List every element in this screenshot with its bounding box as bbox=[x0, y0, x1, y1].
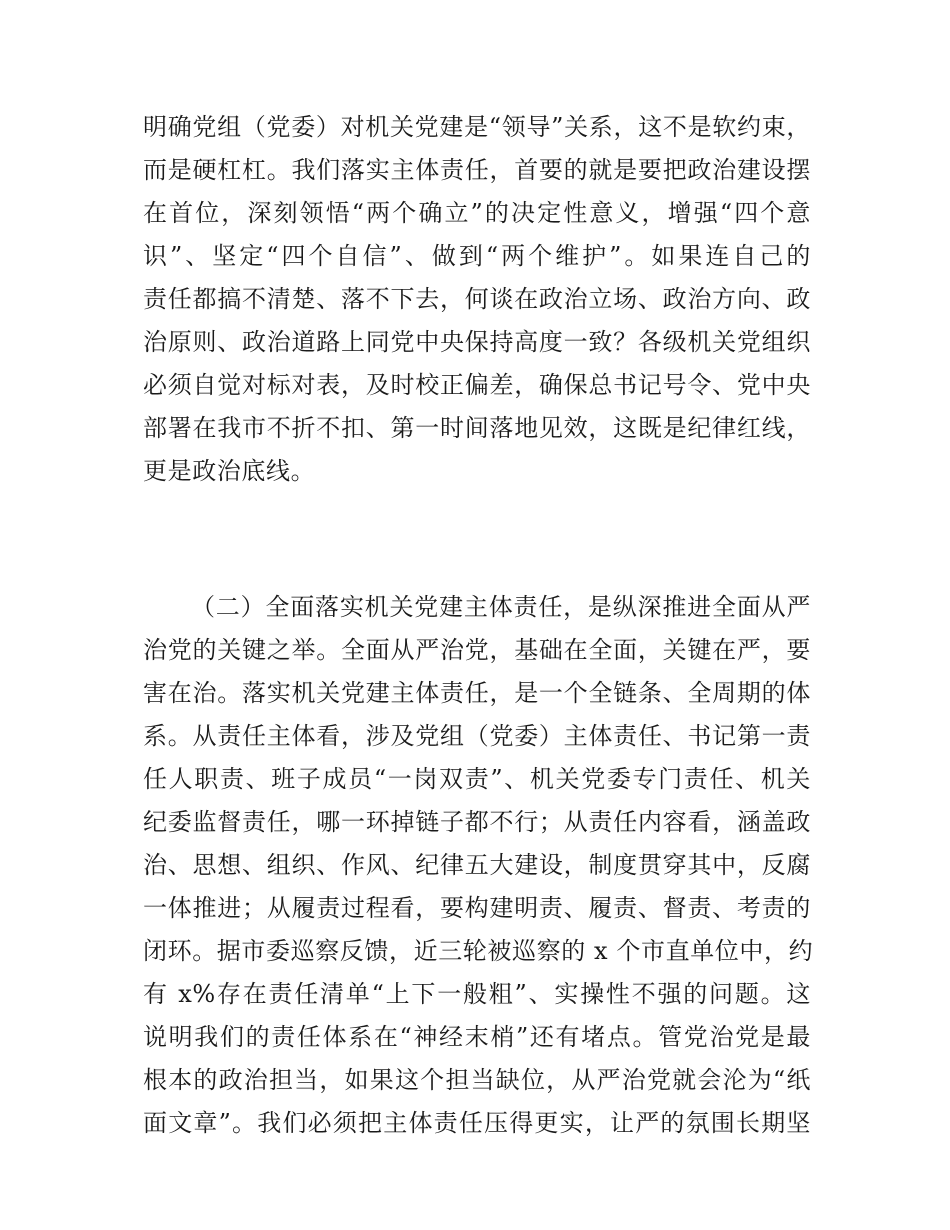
text-line: 部署在我市不折不扣、第一时间落地见效，这既是纪律红线， bbox=[143, 414, 811, 442]
text-line: 害在治。落实机关党建主体责任，是一个全链条、全周期的体 bbox=[143, 679, 811, 707]
text-line: 面文章”。我们必须把主体责任压得更实，让严的氛围长期坚 bbox=[143, 1109, 811, 1137]
text-line: 必须自觉对标对表，及时校正偏差，确保总书记号令、党中央 bbox=[143, 371, 811, 399]
text-line: 明确党组（党委）对机关党建是“领导”关系，这不是软约束， bbox=[143, 113, 811, 141]
text-line: 任人职责、班子成员“一岗双责”、机关党委专门责任、机关 bbox=[143, 765, 811, 793]
text-line: 一体推进；从履责过程看，要构建明责、履责、督责、考责的 bbox=[143, 894, 811, 922]
text-line: （二）全面落实机关党建主体责任，是纵深推进全面从严 bbox=[191, 593, 811, 621]
text-line: 治、思想、组织、作风、纪律五大建设，制度贯穿其中，反腐 bbox=[143, 851, 811, 879]
text-line: 在首位，深刻领悟“两个确立”的决定性意义，增强“四个意 bbox=[143, 199, 811, 227]
text-line: 有 x%存在责任清单“上下一般粗”、实操性不强的问题。这 bbox=[143, 980, 811, 1008]
text-line: 识”、坚定“四个自信”、做到“两个维护”。如果连自己的 bbox=[143, 242, 811, 270]
text-line: 治原则、政治道路上同党中央保持高度一致？各级机关党组织 bbox=[143, 328, 811, 356]
paragraph-2 bbox=[143, 586, 814, 1145]
text-line: 纪委监督责任，哪一环掉链子都不行；从责任内容看，涵盖政 bbox=[143, 808, 811, 836]
text-line: 更是政治底线。 bbox=[143, 457, 316, 485]
text-line: 说明我们的责任体系在“神经末梢”还有堵点。管党治党是最 bbox=[143, 1023, 811, 1051]
text-line: 根本的政治担当，如果这个担当缺位，从严治党就会沦为“纸 bbox=[143, 1066, 811, 1094]
text-line: 治党的关键之举。全面从严治党，基础在全面，关键在严，要 bbox=[143, 636, 811, 664]
text-line: 责任都搞不清楚、落不下去，何谈在政治立场、政治方向、政 bbox=[143, 285, 811, 313]
text-line: 系。从责任主体看，涉及党组（党委）主体责任、书记第一责 bbox=[143, 722, 811, 750]
paragraph-1 bbox=[143, 106, 811, 493]
text-line: 闭环。据市委巡察反馈，近三轮被巡察的 x 个市直单位中，约 bbox=[143, 937, 814, 965]
text-line: 而是硬杠杠。我们落实主体责任，首要的就是要把政治建设摆 bbox=[143, 156, 811, 184]
